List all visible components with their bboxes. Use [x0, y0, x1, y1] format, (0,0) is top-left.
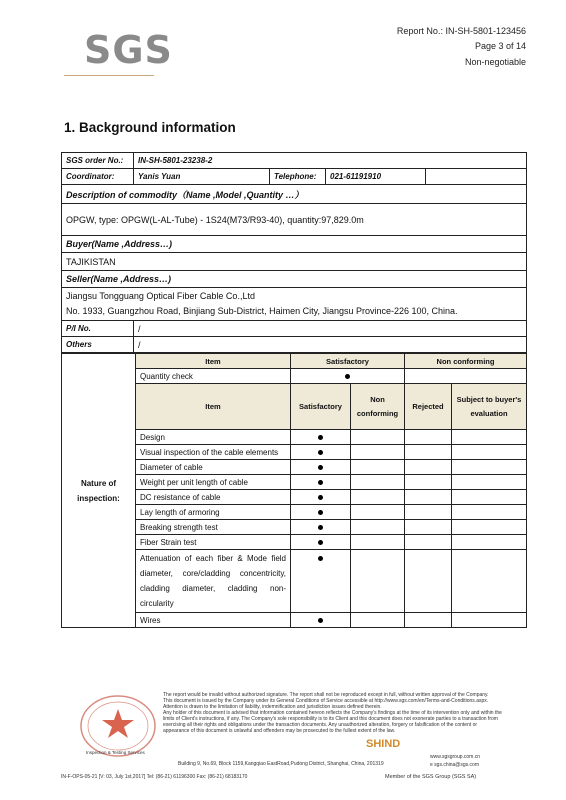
company-website[interactable]: www.sgsgroup.com.cn	[430, 754, 481, 760]
check-mark-dot	[318, 495, 323, 500]
page-number: Page 3 of 14	[474, 41, 526, 51]
check-mark-dot	[318, 435, 323, 440]
list-item: DC resistance of cable	[136, 490, 291, 505]
buyer-value: TAJIKISTAN	[62, 253, 527, 271]
commodity-value: OPGW, type: OPGW(L-AL-Tube) - 1S24(M73/R93-40), quantity:97,829.0m	[62, 204, 527, 236]
negotiability-status: Non-negotiable	[464, 57, 526, 67]
disclaimer-block	[163, 692, 503, 734]
subheader-subject-to-evaluation: Subject to buyer's evaluation	[452, 384, 527, 430]
list-item: Lay length of armoring	[136, 505, 291, 520]
report-number: Report No.: IN-SH-5801-123456	[396, 26, 526, 36]
buyer-label: Buyer(Name ,Address…)	[62, 236, 527, 253]
column-header-satisfactory: Satisfactory	[291, 354, 405, 369]
check-mark-dot	[318, 480, 323, 485]
order-value: IN-SH-5801-23238-2	[134, 153, 527, 169]
others-value: /	[134, 337, 527, 353]
company-address: Building 9, No.69, Block 1159,Kangqiao EastRoad,Pudong District, Shanghai, China, 201319	[178, 761, 384, 767]
others-label: Others	[62, 337, 134, 353]
seller-value	[62, 288, 527, 321]
disclaimer-liability: Any holder of this document is advised that information contained hereon reflects the Company's findings at the time of its intervention only and within the limits of Client's instructions, if any. The Company's sole responsibility is to its Client and this document does not exonerate parties to a transaction from exercising all their rights and obligations under the transaction documents. Any unauthorized alteration, forgery or falsification of the content or appearance of this document is unlawful and offenders may be prosecuted to the fullest extent of the law.	[163, 710, 502, 734]
list-item: Visual inspection of the cable elements	[136, 445, 291, 460]
signature: SHIND	[366, 738, 401, 750]
seller-address: No. 1933, Guangzhou Road, Binjiang Sub-District, Haimen City, Jiangsu Province-226 100, China.	[66, 306, 458, 316]
column-header-item: Item	[136, 354, 291, 369]
list-item: Attenuation of each fiber & Mode field diameter, core/cladding concentricity, cladding diameter, cladding non-circularity	[136, 550, 291, 613]
commodity-label: Description of commodity（Name ,Model ,Quantity …）	[62, 185, 527, 204]
section-title: 1. Background information	[64, 120, 236, 135]
subheader-non-conforming: Non conforming	[351, 384, 405, 430]
list-item: Fiber Strain test	[136, 535, 291, 550]
pi-value: /	[134, 321, 527, 337]
seller-name: Jiangsu Tongguang Optical Fiber Cable Co.,Ltd	[66, 291, 255, 301]
subheader-rejected: Rejected	[405, 384, 452, 430]
background-info-table	[61, 152, 527, 353]
quantity-check-label: Quantity check	[136, 369, 291, 384]
list-item: Wires	[136, 613, 291, 628]
sgs-logo: SGS	[84, 28, 173, 72]
company-email[interactable]: e sgs.china@sgs.com	[430, 762, 479, 768]
coordinator-label: Coordinator:	[62, 169, 134, 185]
check-mark-dot	[318, 510, 323, 515]
form-reference: IN-F-OPS-05-21 [V: 03, July 1st,2017] Tel: (86-21) 61196300 Fax: (86-21) 68183170	[61, 774, 248, 780]
inspection-nature-label: Nature of inspection:	[62, 354, 136, 628]
disclaimer-conditions: This document is issued by the Company under its General Conditions of Service accessible at http://www.sgs.com/en/Terms-and-Conditions.aspx. Attention is drawn to the limitation of liability, indemnification and jurisdiction issues defined therein.	[163, 698, 489, 710]
disclaimer-validity: The report would be invalid without authorized signature. The report shall not be reproduced except in full, without written approval of the Company.	[163, 692, 489, 698]
quantity-check-satisfactory	[291, 369, 405, 384]
subheader-item: Item	[136, 384, 291, 430]
subheader-satisfactory: Satisfactory	[291, 384, 351, 430]
check-mark-dot	[318, 465, 323, 470]
column-header-nonconforming: Non conforming	[405, 354, 527, 369]
inspection-table	[61, 353, 527, 628]
order-label: SGS order No.:	[62, 153, 134, 169]
stamp-text: Inspection & Testing Services	[86, 750, 145, 755]
coordinator-value: Yanis Yuan	[134, 169, 270, 185]
list-item: Weight per unit length of cable	[136, 475, 291, 490]
telephone-value: 021-61191910	[326, 169, 426, 185]
list-item: Diameter of cable	[136, 460, 291, 475]
check-mark-dot	[318, 540, 323, 545]
check-mark-dot	[318, 556, 323, 561]
member-notice: Member of the SGS Group (SGS SA)	[385, 774, 477, 780]
telephone-label: Telephone:	[270, 169, 326, 185]
check-mark-dot	[318, 525, 323, 530]
logo-divider	[64, 75, 154, 76]
seller-label: Seller(Name ,Address…)	[62, 271, 527, 288]
check-mark-dot	[345, 374, 350, 379]
pi-label: P/I No.	[62, 321, 134, 337]
list-item: Design	[136, 430, 291, 445]
check-mark-dot	[318, 618, 323, 623]
list-item: Breaking strength test	[136, 520, 291, 535]
check-mark-dot	[318, 450, 323, 455]
